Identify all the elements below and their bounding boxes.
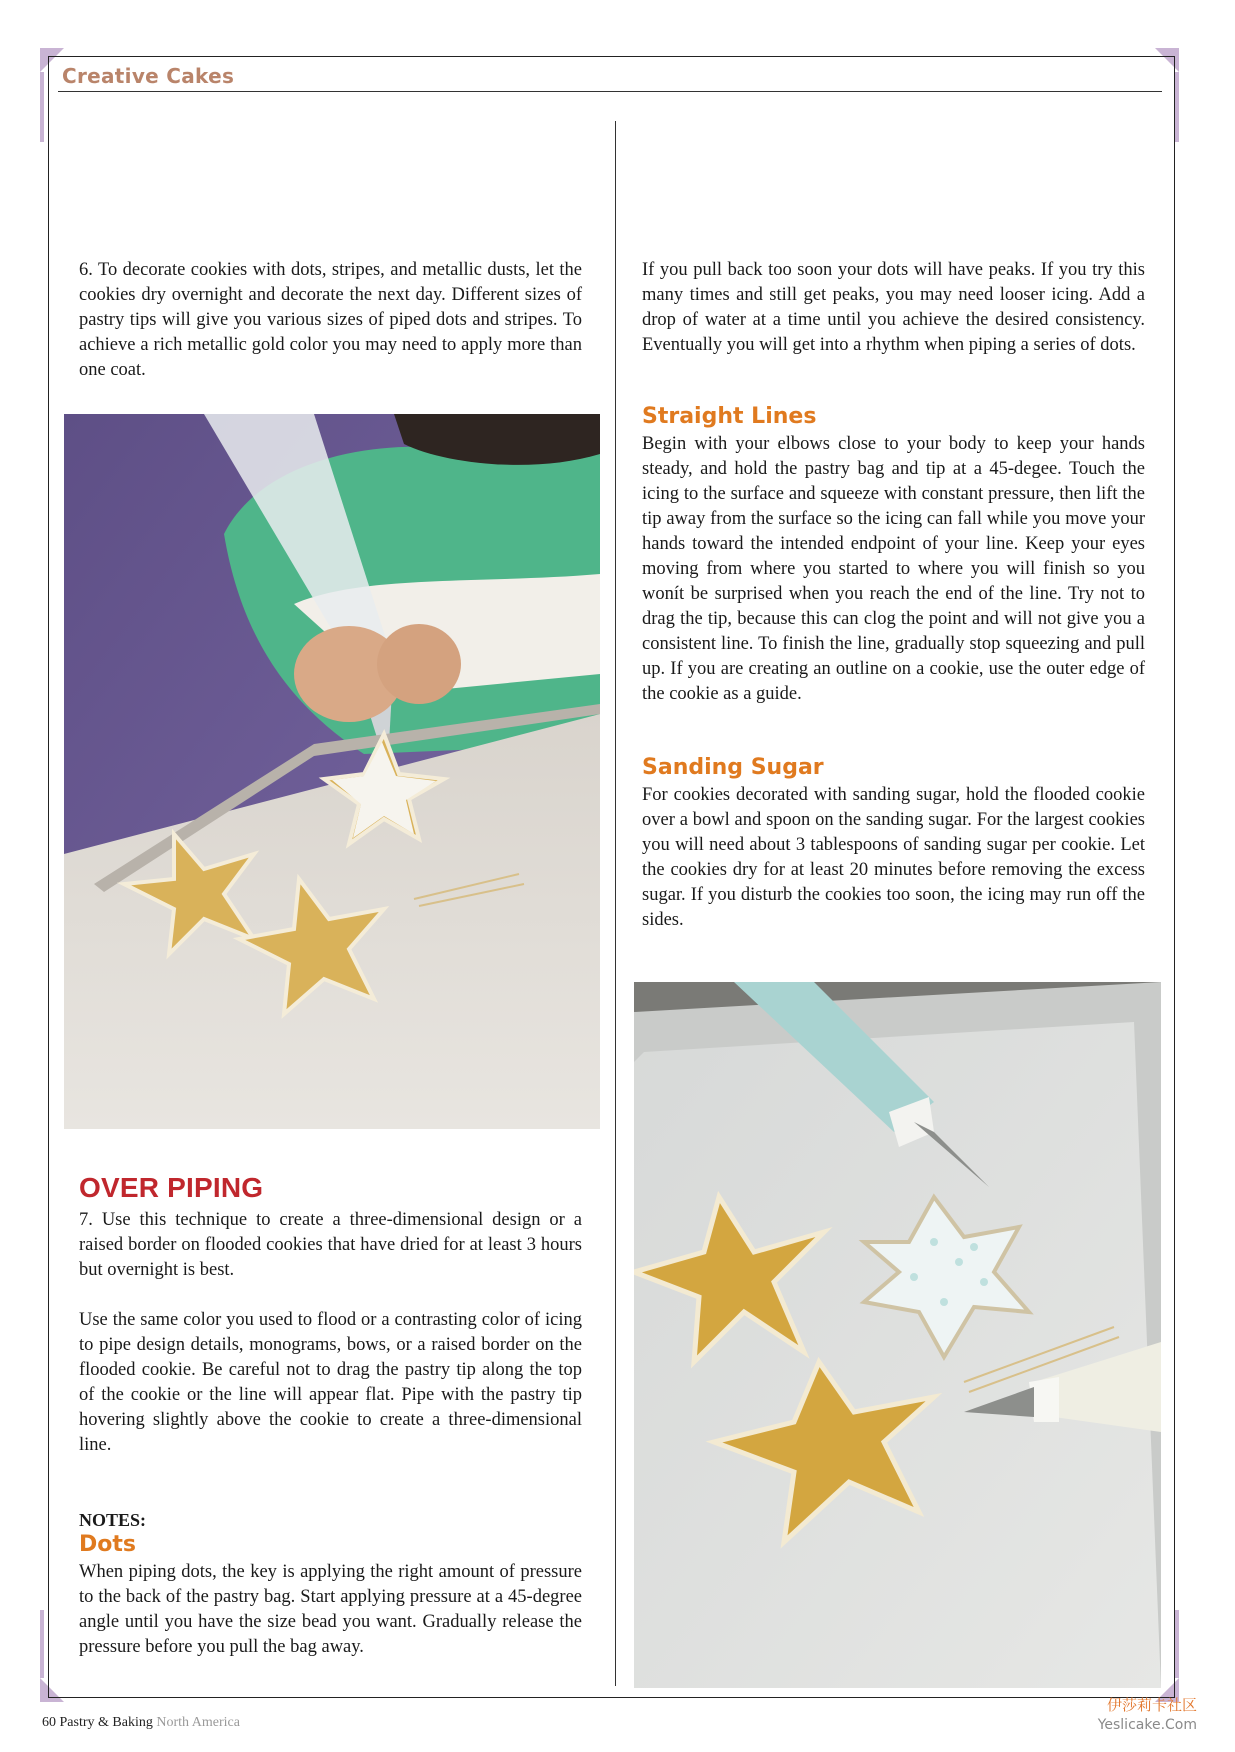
over-piping-detail-paragraph: Use the same color you used to flood or a contrasting color of icing to pipe design details, monograms, bows, or a raised border on the flooded cookie. Be careful not to drag the pastry tip along the top of the cookie or the line will appear flat. Pipe with the pastry tip hovering slightly above the cookie to create a three-dimensional line. [79,1310,582,1455]
publication-name: Pastry & Baking [59,1715,153,1730]
step-6-paragraph: 6. To decorate cookies with dots, stripes, and metallic dusts, let the cookies dry overnight and decorate the next day. Different sizes of pastry tips will give you various sizes of piped dots and stripes. To achieve a rich metallic gold color you may need to apply more than one coat. [79,260,582,380]
watermark-site: Yeslicake.Com [1097,1717,1197,1733]
notes-label: NOTES: [79,1510,147,1530]
side-bar-right-top [1175,72,1179,142]
straight-lines-heading: Straight Lines [642,404,817,429]
side-bar-left-bottom [40,1610,44,1678]
over-piping-heading: OVER PIPING [79,1172,264,1203]
sanding-sugar-heading: Sanding Sugar [642,755,824,780]
side-bar-right-bottom [1175,1610,1179,1678]
watermark [1098,1694,1197,1733]
watermark-chinese: 伊莎莉卡社区 [1106,1696,1197,1714]
dots-heading: Dots [79,1532,136,1557]
dots-paragraph: When piping dots, the key is applying the right amount of pressure to the back of the pastry bag. Start applying pressure at a 45-degree angle until you have the size bead you want. Gradually release the pressure before you pull the bag away. [79,1562,582,1657]
publication-region: North America [156,1715,240,1730]
header-rule [58,91,1162,92]
dots-continued-paragraph: If you pull back too soon your dots will have peaks. If you try this many times and still get peaks, you may need looser icing. Add a drop of water at a time until you achieve the desired consistency. Eventually you will get into a rhythm when piping a series of dots. [642,260,1145,355]
sanding-sugar-paragraph: For cookies decorated with sanding sugar, hold the flooded cookie over a bowl and spoon on the sanding sugar. For the largest cookies you will need about 3 tablespoons of sanding sugar per cookie. Let the cookies dry for at least 20 minutes before removing the excess sugar. If you disturb the cookies too soon, the icing may run off the sides. [642,785,1145,930]
photo-piping-stars [64,414,600,1129]
page-footer [42,1715,240,1731]
photo-decorated-stars [634,982,1161,1688]
straight-lines-paragraph: Begin with your elbows close to your body to keep your hands steady, and hold the pastry bag and tip at a 45-degee. Touch the icing to the surface and squeeze with constant pressure, then lift the tip away from the surface so the icing can fall while you move your hands toward the intended endpoint of your line. Keep your eyes moving from where you started to where you will finish so you wonít be surprised when you reach the end of the line. Try not to drag the tip, because this can clog the point and will not give you a consistent line. To finish the line, gradually stop squeezing and pull up. If you are creating an outline on a cookie, use the outer edge of the cookie as a guide. [642,434,1145,704]
page-number: 60 [42,1715,56,1730]
side-bar-left-top [40,72,44,142]
step-7-paragraph: 7. Use this technique to create a three-dimensional design or a raised border on flooded cookies that have dried for at least 3 hours but overnight is best. [79,1210,582,1280]
section-label: Creative Cakes [62,64,235,88]
column-divider [615,121,616,1686]
